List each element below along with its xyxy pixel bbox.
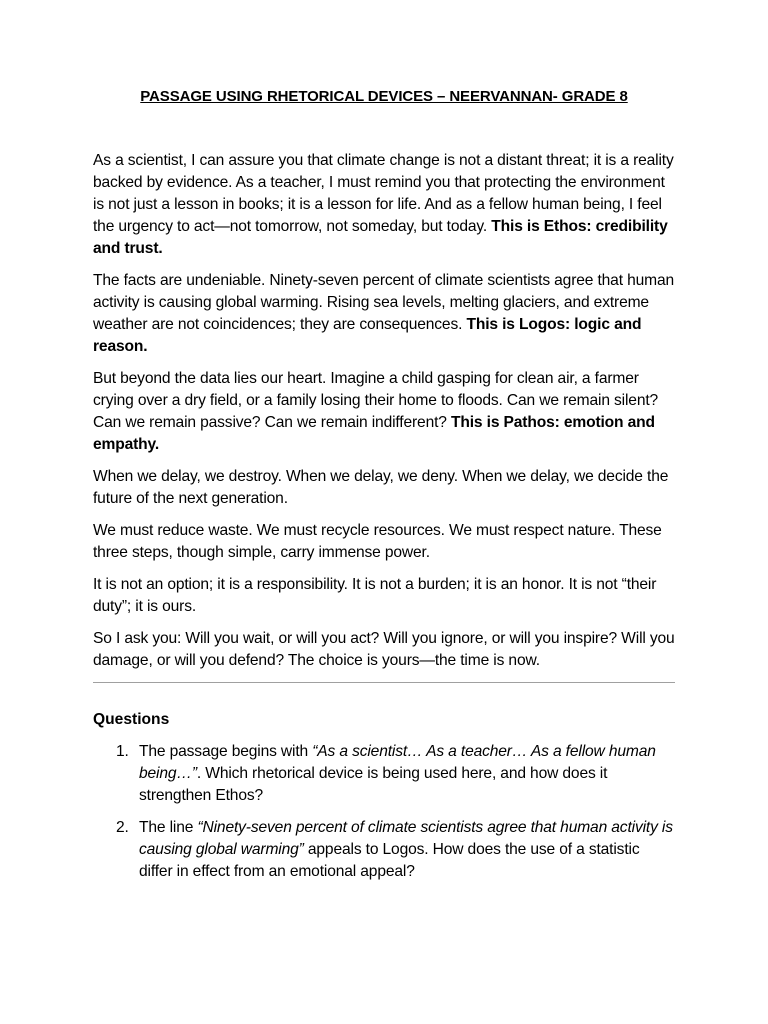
paragraph-responsibility [93, 574, 675, 618]
paragraph-text: When we delay, we destroy. When we delay, we deny. When we delay, we decide the future of the next generation. [93, 468, 669, 507]
paragraph-text: But beyond the data lies our heart. Imagine a child gasping for clean air, a farmer crying over a dry field, or a family losing their home to floods. Can we remain silent? Can we remain passive? Can we remain indifferent? [93, 370, 659, 431]
paragraph-text: We must reduce waste. We must recycle resources. We must respect nature. These three steps, though simple, carry immense power. [93, 522, 662, 561]
question-item [93, 741, 675, 807]
paragraph-delay [93, 466, 675, 510]
questions-list [93, 741, 675, 883]
question-number: 1. [116, 743, 129, 760]
question-number: 2. [116, 819, 129, 836]
question-pre: The passage begins with [139, 743, 313, 760]
question-item [93, 817, 675, 883]
questions-heading: Questions [93, 711, 170, 728]
paragraph-closing [93, 628, 675, 672]
paragraph-logos [93, 270, 675, 358]
paragraph-ethos [93, 150, 675, 260]
section-divider [93, 682, 675, 683]
paragraph-text: So I ask you: Will you wait, or will you act? Will you ignore, or will you inspire? Will you damage, or will you defend? The choice is yours—the time is now. [93, 630, 675, 669]
paragraph-pathos [93, 368, 675, 456]
paragraph-text: The facts are undeniable. Ninety-seven percent of climate scientists agree that human activity is causing global warming. Rising sea levels, melting glaciers, and extreme weather are not coincidences; they are consequences. [93, 272, 675, 333]
paragraph-text: As a scientist, I can assure you that climate change is not a distant threat; it is a reality backed by evidence. As a teacher, I must remind you that protecting the environment is not just a lesson in books; it is a lesson for life. And as a fellow human being, I feel the urgency to act—not tomorrow, not someday, but today. [93, 152, 674, 235]
paragraph-bold-label: This is Ethos: credibility and trust. [93, 218, 668, 257]
paragraph-text: It is not an option; it is a responsibility. It is not a burden; it is an honor. It is not “their duty”; it is ours. [93, 576, 657, 615]
paragraph-bold-label: This is Logos: logic and reason. [93, 316, 642, 355]
question-pre: The line [139, 819, 198, 836]
question-quote: “Ninety-seven percent of climate scientists agree that human activity is causing global warming” [139, 819, 673, 858]
question-quote: “As a scientist… As a teacher… As a fellow human being…” [139, 743, 656, 782]
passage-body [93, 150, 675, 893]
question-post: . Which rhetorical device is being used here, and how does it strengthen Ethos? [139, 765, 608, 804]
question-post: appeals to Logos. How does the use of a statistic differ in effect from an emotional appeal? [139, 841, 640, 880]
paragraph-steps [93, 520, 675, 564]
paragraph-bold-label: This is Pathos: emotion and empathy. [93, 414, 655, 453]
document-title: PASSAGE USING RHETORICAL DEVICES – NEERVANNAN- GRADE 8 [140, 88, 628, 105]
